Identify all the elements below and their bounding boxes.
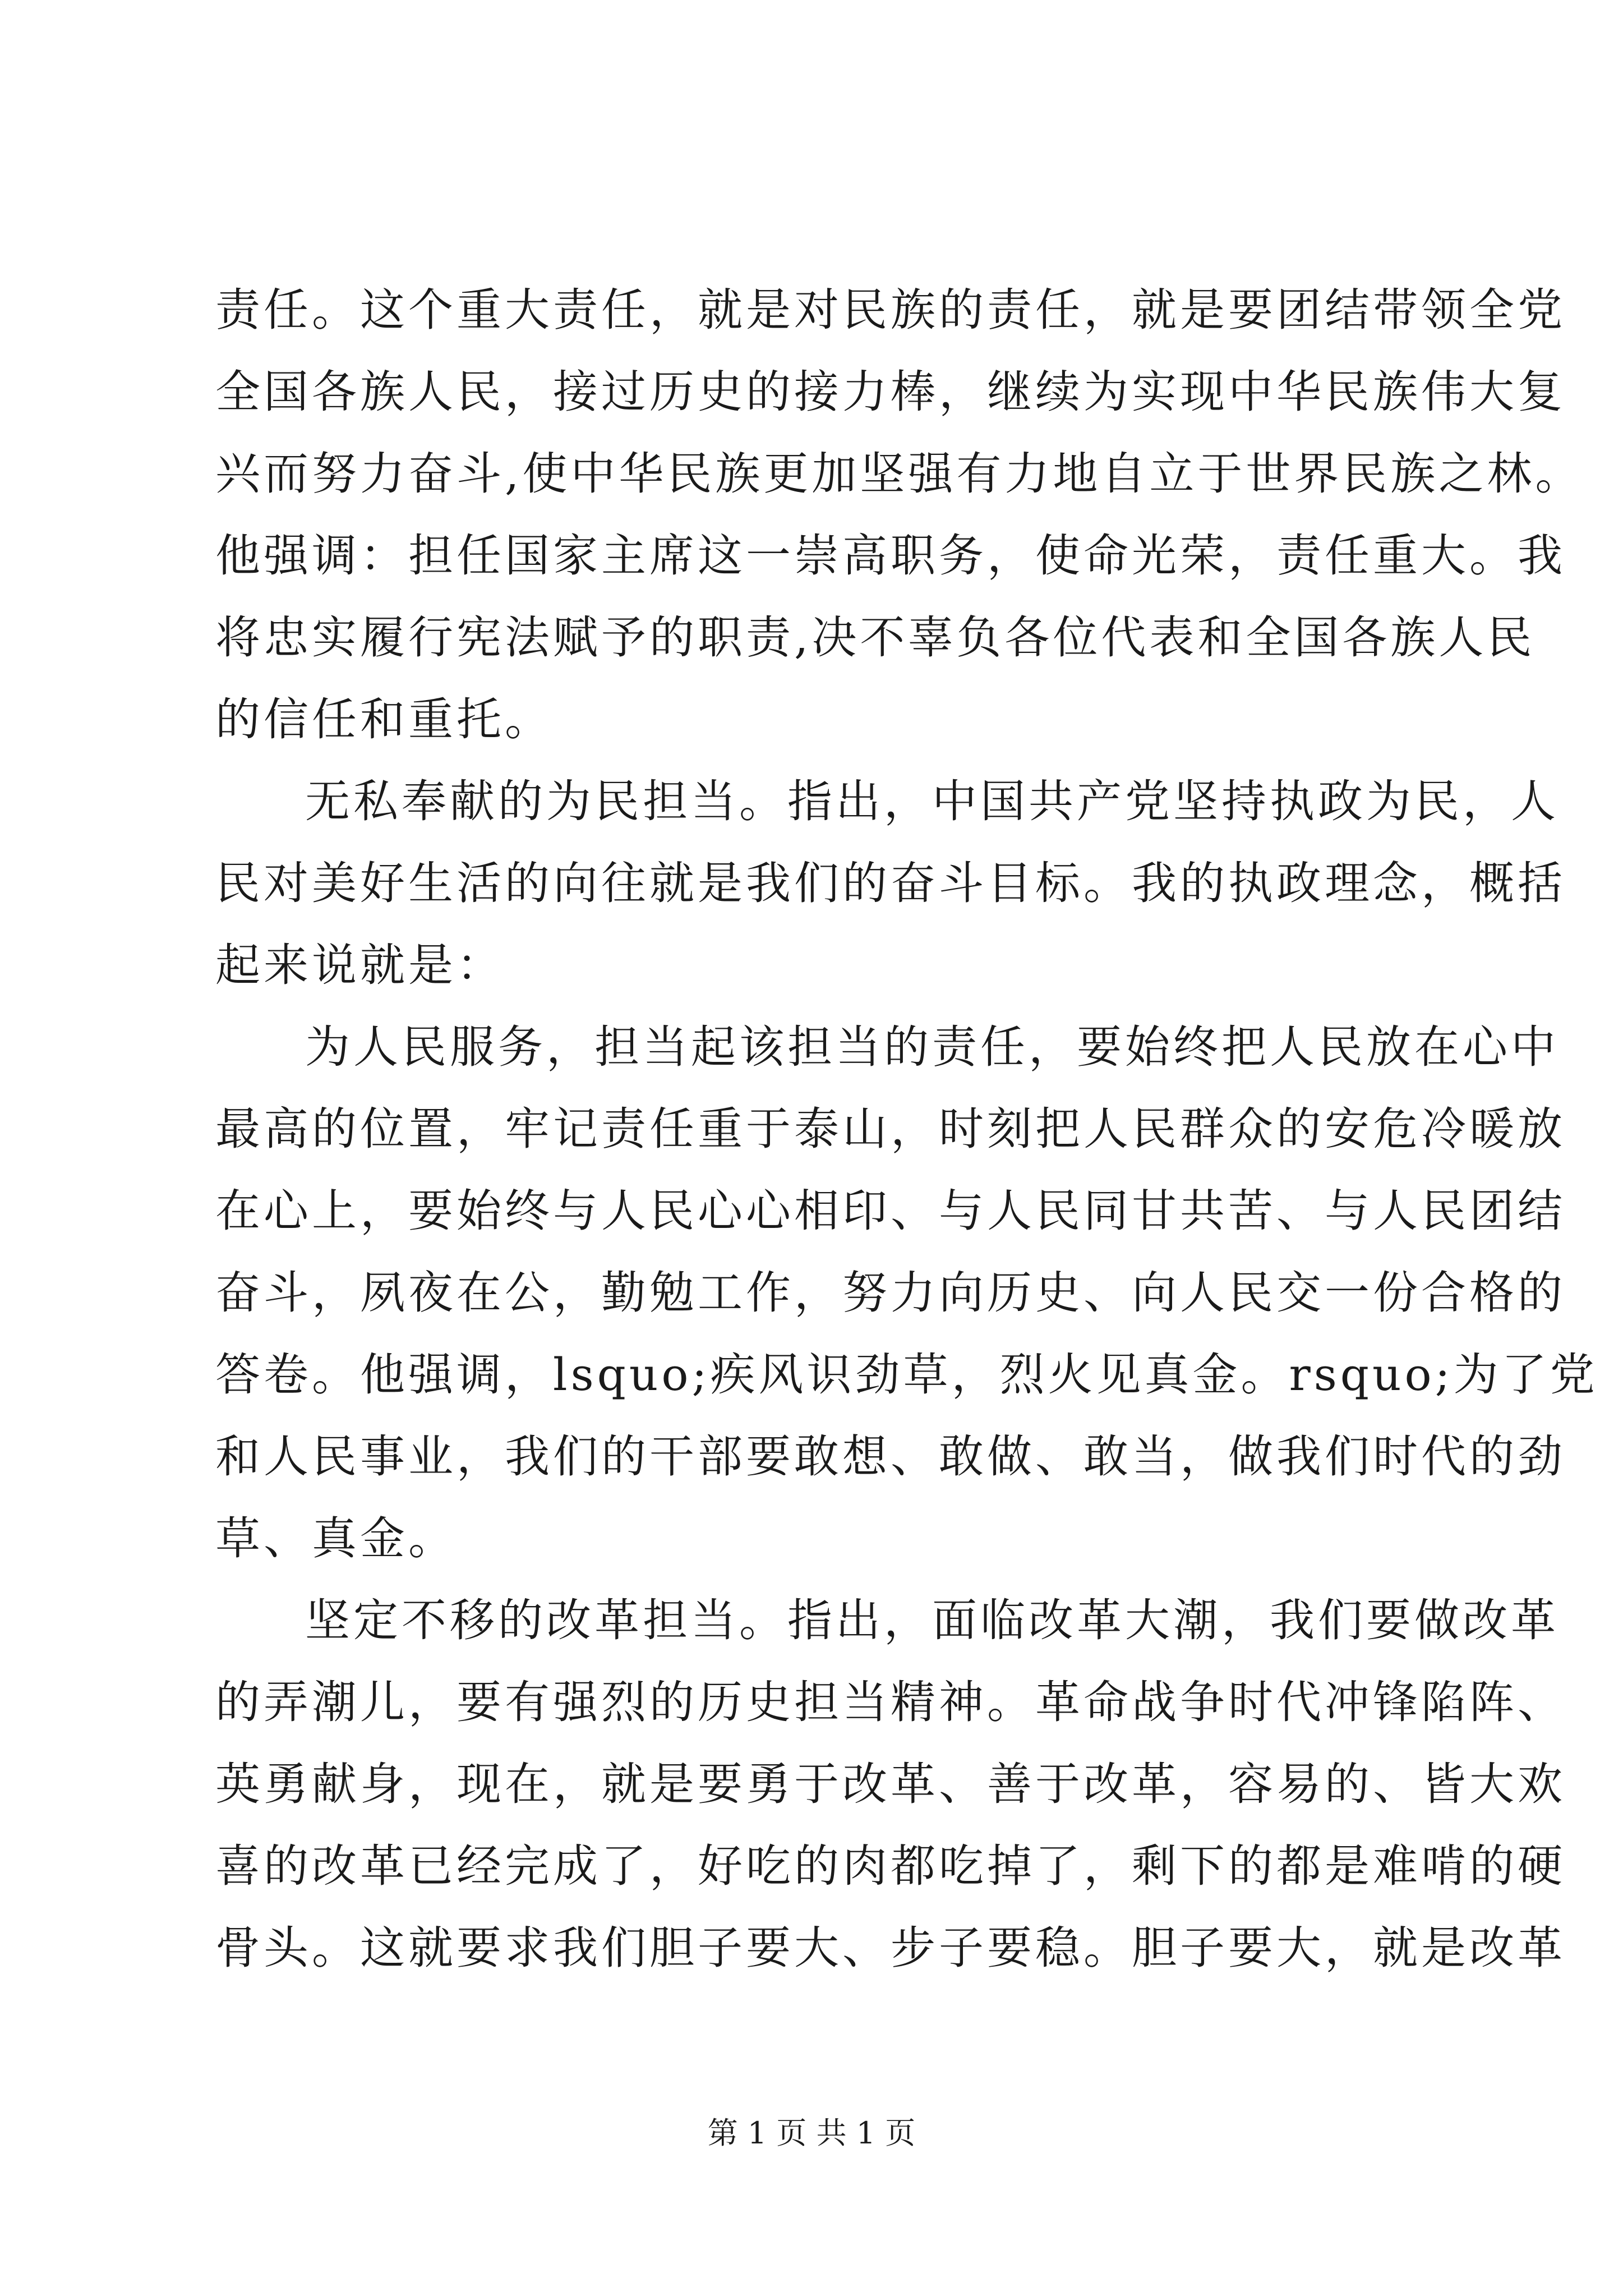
text-line: 起来说就是： — [215, 939, 505, 991]
text-line: 草、真金。 — [215, 1512, 457, 1565]
text-line: 责任。这个重大责任，就是对民族的责任，就是要团结带领全党 — [215, 284, 1566, 336]
text-line: 民对美好生活的向往就是我们的奋斗目标。我的执政理念，概括 — [215, 857, 1566, 909]
text-line: 答卷。他强调，lsquo;疾风识劲草，烈火见真金。rsquo;为了党 — [215, 1349, 1598, 1401]
text-line: 奋斗，夙夜在公，勤勉工作，努力向历史、向人民交一份合格的 — [215, 1267, 1566, 1319]
text-line: 喜的改革已经完成了，好吃的肉都吃掉了，剩下的都是难啃的硬 — [215, 1840, 1566, 1892]
text-line: 和人民事业，我们的干部要敢想、敢做、敢当，做我们时代的劲 — [215, 1430, 1566, 1483]
text-line: 骨头。这就要求我们胆子要大、步子要稳。胆子要大，就是改革 — [215, 1922, 1566, 1974]
document-body — [215, 269, 1598, 1989]
text-line: 在心上，要始终与人民心心相印、与人民同甘共苦、与人民团结 — [215, 1185, 1566, 1237]
text-line: 最高的位置，牢记责任重于泰山，时刻把人民群众的安危冷暖放 — [215, 1103, 1566, 1155]
text-line: 他强调：担任国家主席这一崇高职务，使命光荣，责任重大。我 — [215, 530, 1566, 582]
paragraph-first-line: 坚定不移的改革担当。指出，面临改革大潮，我们要做改革 — [305, 1594, 1559, 1646]
text-line: 全国各族人民，接过历史的接力棒，继续为实现中华民族伟大复 — [215, 366, 1566, 418]
paragraph-first-line: 为人民服务，担当起该担当的责任，要始终把人民放在心中 — [305, 1021, 1559, 1073]
text-line: 将忠实履行宪法赋予的职责,决不辜负各位代表和全国各族人民 — [215, 611, 1536, 664]
paragraph-first-line: 无私奉献的为民担当。指出，中国共产党坚持执政为民，人 — [305, 775, 1559, 827]
page-number-footer: 第 1 页 共 1 页 — [707, 2115, 916, 2151]
text-line: 兴而努力奋斗,使中华民族更加坚强有力地自立于世界民族之林。 — [215, 448, 1584, 500]
text-line: 英勇献身，现在，就是要勇于改革、善于改革，容易的、皆大欢 — [215, 1758, 1566, 1810]
text-line: 的弄潮儿，要有强烈的历史担当精神。革命战争时代冲锋陷阵、 — [215, 1676, 1566, 1728]
text-line: 的信任和重托。 — [215, 693, 553, 746]
